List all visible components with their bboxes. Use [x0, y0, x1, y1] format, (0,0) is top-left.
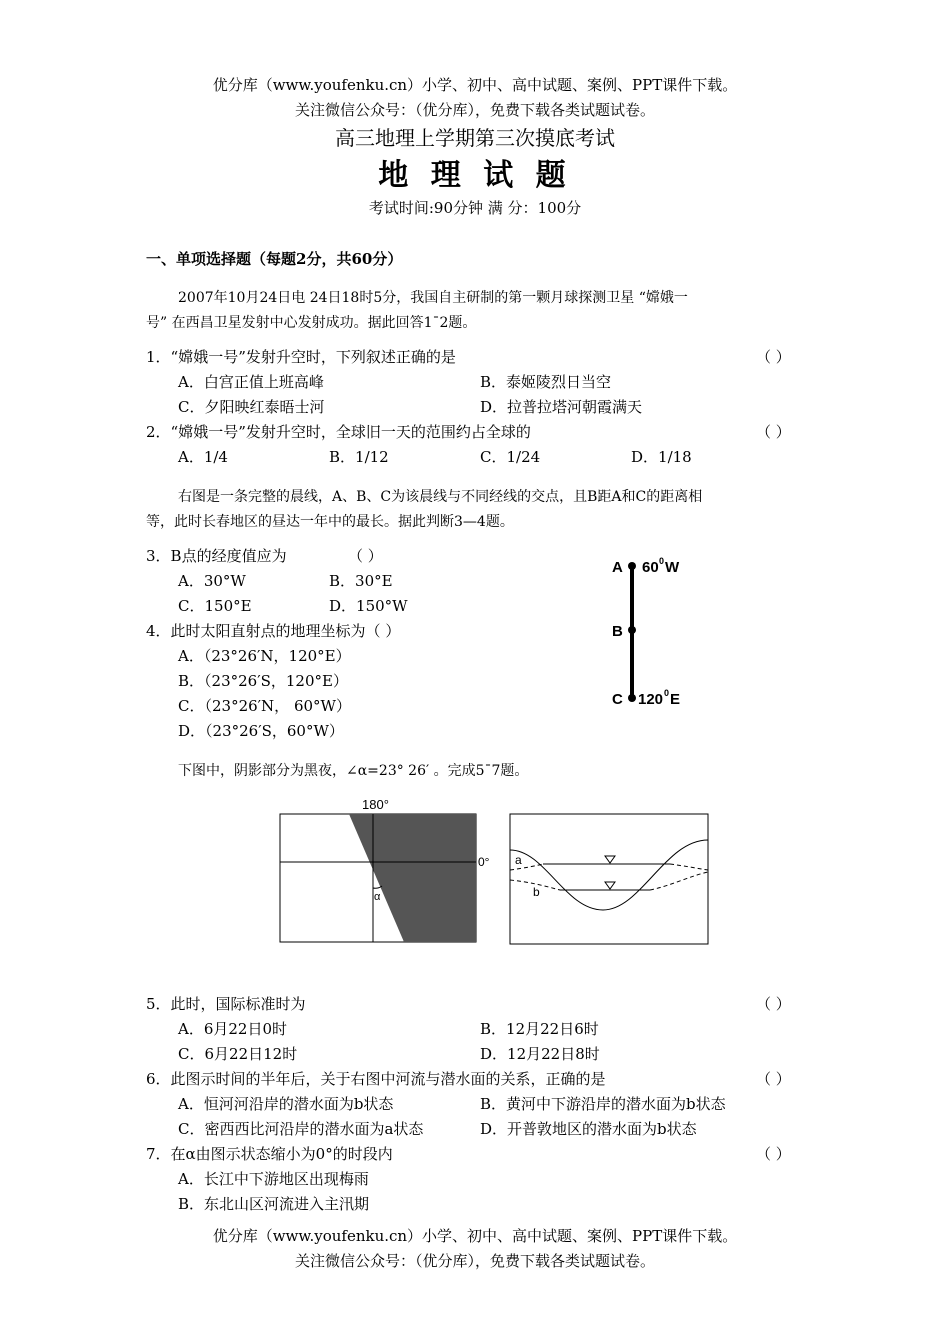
q3-option-b: B．30°E — [329, 572, 393, 590]
q7-option-b: B．东北山区河流进入主汛期 — [178, 1195, 370, 1213]
q1-option-c: C．夕阳映红泰晤士河 — [178, 398, 325, 416]
q4-option-c: C．（23°26′N， 60°W） — [178, 697, 351, 715]
q4-option-d: D．（23°26′S，60°W） — [178, 722, 344, 740]
q3-option-a: A．30°W — [178, 572, 246, 590]
q2-answer-paren: （ ） — [756, 423, 791, 441]
q6-option-b: B．黄河中下游沿岸的潜水面为b状态 — [480, 1095, 726, 1113]
label-equator: 0° — [478, 855, 490, 869]
river-frame — [510, 814, 708, 944]
exam-meta: 考试时间:90分钟 满 分：100分 — [368, 199, 582, 217]
q6-answer-paren: （ ） — [756, 1070, 791, 1088]
label-a-lon: 60 — [642, 559, 659, 576]
q5-option-b: B．12月22日6时 — [480, 1020, 599, 1038]
header-line-1: 优分库（www.youfenku.cn）小学、初中、高中试题、案例、PPT课件下载。 — [212, 76, 738, 94]
q7-option-a: A．长江中下游地区出现梅雨 — [178, 1170, 369, 1188]
q3-option-d: D．150°W — [329, 597, 408, 615]
label-a-dir: W — [665, 559, 680, 576]
header-line-2: 关注微信公众号：（优分库），免费下载各类试题试卷。 — [294, 101, 655, 119]
q5-option-d: D．12月22日8时 — [480, 1045, 600, 1063]
point-a — [628, 562, 636, 570]
label-alpha: α — [374, 891, 381, 903]
intro2-line-1: 右图是一条完整的晨线，A、B、C为该晨线与不同经线的交点，且B距A和C的距离相 — [178, 489, 703, 505]
q5-option-a: A．6月22日0时 — [178, 1020, 288, 1038]
footer-line-1: 优分库（www.youfenku.cn）小学、初中、高中试题、案例、PPT课件下载。 — [212, 1227, 738, 1245]
q7-stem: 7．在α由图示状态缩小为0°的时段内 — [146, 1145, 393, 1163]
q5-answer-paren: （ ） — [756, 995, 791, 1013]
q1-option-d: D．拉普拉塔河朝霞满天 — [480, 398, 643, 416]
label-c-dir: E — [670, 691, 681, 708]
label-180: 180° — [362, 797, 389, 812]
label-a-degree: 0 — [659, 556, 665, 566]
point-c — [628, 694, 636, 702]
exam-title: 地 理 试 题 — [378, 158, 572, 193]
label-c-degree: 0 — [664, 688, 670, 698]
label-c-lon: 120 — [638, 691, 664, 708]
q6-option-a: A．恒河河沿岸的潜水面为b状态 — [178, 1095, 394, 1113]
q6-option-d: D．开普敦地区的潜水面为b状态 — [480, 1120, 697, 1138]
q1-stem: 1．“嫦娥一号”发射升空时，下列叙述正确的是 — [146, 348, 456, 366]
label-b: b — [533, 885, 540, 899]
label-c: C — [612, 691, 623, 708]
q6-stem: 6．此图示时间的半年后，关于右图中河流与潜水面的关系，正确的是 — [146, 1070, 606, 1088]
intro3-line: 下图中，阴影部分为黑夜，∠α=23° 26′ 。完成5¯7题。 — [178, 763, 529, 779]
q5-stem: 5．此时，国际标准时为 — [146, 995, 306, 1013]
q2-option-b: B．1/12 — [329, 448, 389, 466]
label-b: B — [612, 623, 623, 640]
river-water-table-figure — [505, 810, 715, 950]
q5-option-c: C．6月22日12时 — [178, 1045, 298, 1063]
q6-option-c: C．密西西比河沿岸的潜水面为a状态 — [178, 1120, 424, 1138]
q3-option-c: C．150°E — [178, 597, 252, 615]
label-a: a — [515, 853, 522, 867]
q3-answer-paren: （ ） — [348, 547, 383, 565]
q1-option-a: A．白宫正值上班高峰 — [178, 373, 324, 391]
q4-stem: 4．此时太阳直射点的地理坐标为（ ） — [146, 622, 401, 640]
point-b — [628, 626, 636, 634]
q4-option-a: A．（23°26′N，120°E） — [178, 647, 351, 665]
q3-stem: 3．B点的经度值应为 — [146, 547, 287, 565]
q2-option-d: D．1/18 — [631, 448, 692, 466]
q1-option-b: B．泰姬陵烈日当空 — [480, 373, 612, 391]
section-title: 一、单项选择题（每题2分，共60分） — [146, 250, 403, 268]
exam-subtitle: 高三地理上学期第三次摸底考试 — [335, 126, 615, 150]
intro1-line-1: 2007年10月24日电 24日18时5分，我国自主研制的第一颗月球探测卫星 “嫦娥一 — [178, 290, 688, 306]
q7-answer-paren: （ ） — [756, 1145, 791, 1163]
dawn-line-figure — [600, 550, 710, 715]
day-night-figure — [270, 792, 500, 952]
intro1-line-2: 号” 在西昌卫星发射中心发射成功。据此回答1¯2题。 — [146, 315, 477, 331]
intro2-line-2: 等，此时长春地区的昼达一年中的最长。据此判断3—4题。 — [146, 514, 514, 530]
label-a: A — [612, 559, 623, 576]
q2-option-c: C．1/24 — [480, 448, 541, 466]
q1-answer-paren: （ ） — [756, 348, 791, 366]
q2-option-a: A．1/4 — [178, 448, 228, 466]
footer-line-2: 关注微信公众号：（优分库），免费下载各类试题试卷。 — [294, 1252, 655, 1270]
q2-stem: 2．“嫦娥一号”发射升空时，全球旧一天的范围约占全球的 — [146, 423, 531, 441]
q4-option-b: B．（23°26′S，120°E） — [178, 672, 348, 690]
